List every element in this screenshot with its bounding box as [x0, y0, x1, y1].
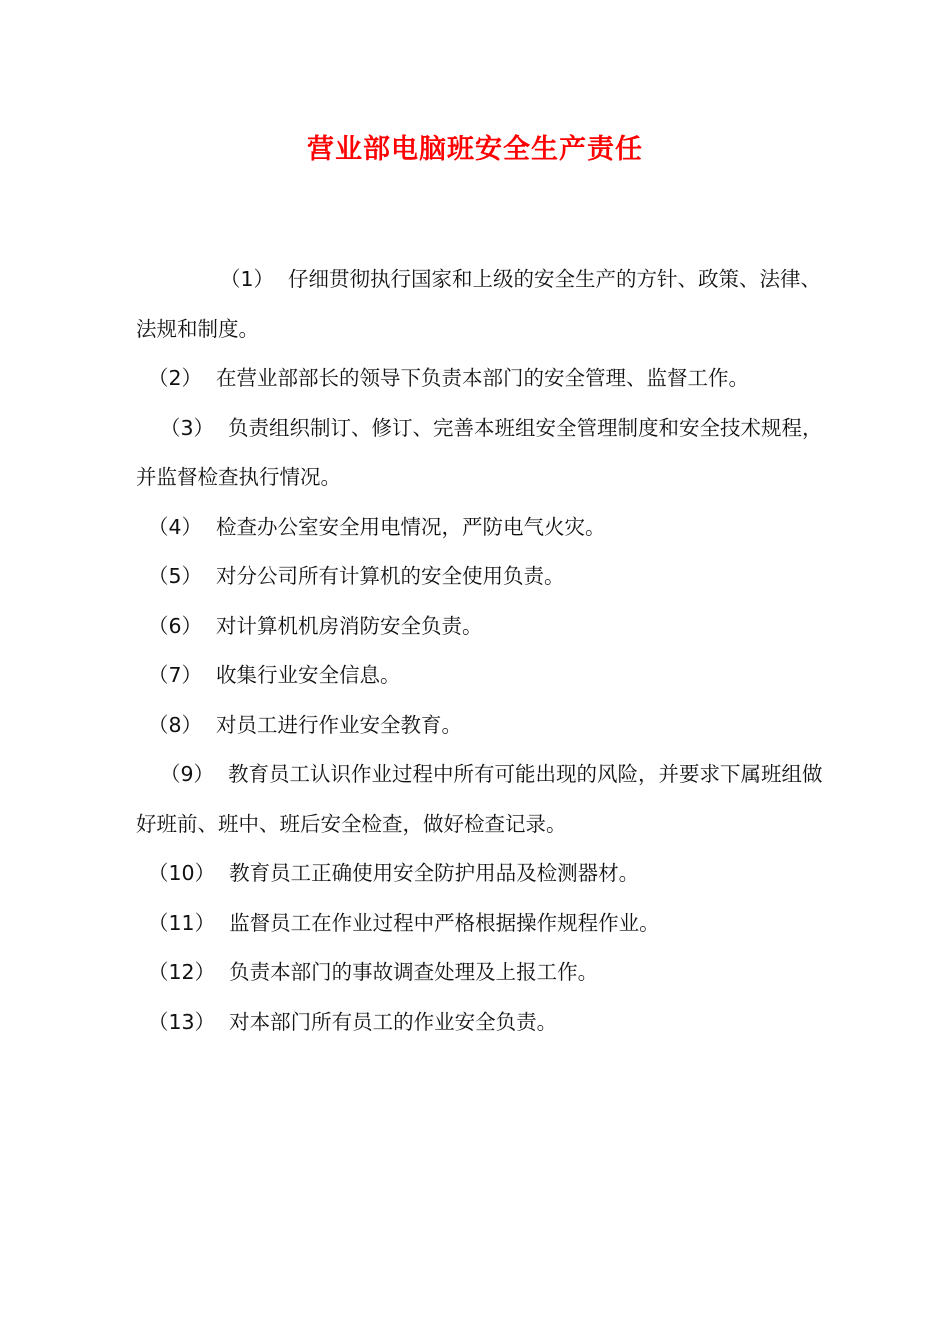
item-text: 仔细贯彻执行国家和上级的安全生产的方针、政策、法律、法规和制度。 — [136, 267, 822, 341]
list-item — [136, 948, 826, 998]
item-number: （10） — [148, 861, 216, 885]
list-item — [136, 750, 826, 849]
item-text: 在营业部部长的领导下负责本部门的安全管理、监督工作。 — [216, 366, 750, 390]
item-text: 负责本部门的事故调查处理及上报工作。 — [229, 960, 599, 984]
item-number: （11） — [148, 910, 216, 935]
item-text: 对员工进行作业安全教育。 — [216, 712, 463, 737]
item-number: （5） — [148, 564, 203, 588]
list-item — [136, 899, 826, 949]
item-number: （12） — [148, 960, 216, 984]
list-item — [136, 651, 826, 701]
item-number: （4） — [148, 514, 203, 539]
item-text: 负责组织制订、修订、完善本班组安全管理制度和安全技术规程，并监督检查执行情况。 — [136, 415, 823, 489]
list-item — [136, 552, 826, 602]
item-number: （9） — [160, 762, 215, 786]
item-number: （1） — [220, 267, 275, 291]
item-text: 教育员工正确使用安全防护用品及检测器材。 — [229, 861, 640, 885]
item-number: （2） — [148, 366, 203, 390]
item-number: （7） — [148, 663, 203, 687]
list-item — [136, 701, 826, 751]
item-text: 对分公司所有计算机的安全使用负责。 — [216, 564, 565, 588]
item-number: （3） — [160, 415, 215, 440]
item-text: 监督员工在作业过程中严格根据操作规程作业。 — [229, 910, 660, 935]
item-text: 收集行业安全信息。 — [216, 663, 401, 687]
list-item — [136, 404, 826, 503]
item-text: 教育员工认识作业过程中所有可能出现的风险，并要求下属班组做好班前、班中、班后安全检查，做好检查记录。 — [136, 762, 823, 836]
responsibility-list — [136, 255, 826, 1047]
item-number: （8） — [148, 712, 203, 737]
list-item — [136, 255, 826, 354]
item-text: 对计算机机房消防安全负责。 — [216, 613, 483, 638]
list-item — [136, 503, 826, 553]
item-text: 对本部门所有员工的作业安全负责。 — [229, 1009, 558, 1034]
item-number: （6） — [148, 613, 203, 638]
list-item — [136, 602, 826, 652]
list-item — [136, 354, 826, 404]
item-text: 检查办公室安全用电情况，严防电气火灾。 — [216, 514, 606, 539]
item-number: （13） — [148, 1009, 216, 1034]
document-title: 营业部电脑班安全生产责任 — [307, 134, 643, 165]
list-item — [136, 849, 826, 899]
list-item — [136, 998, 826, 1048]
